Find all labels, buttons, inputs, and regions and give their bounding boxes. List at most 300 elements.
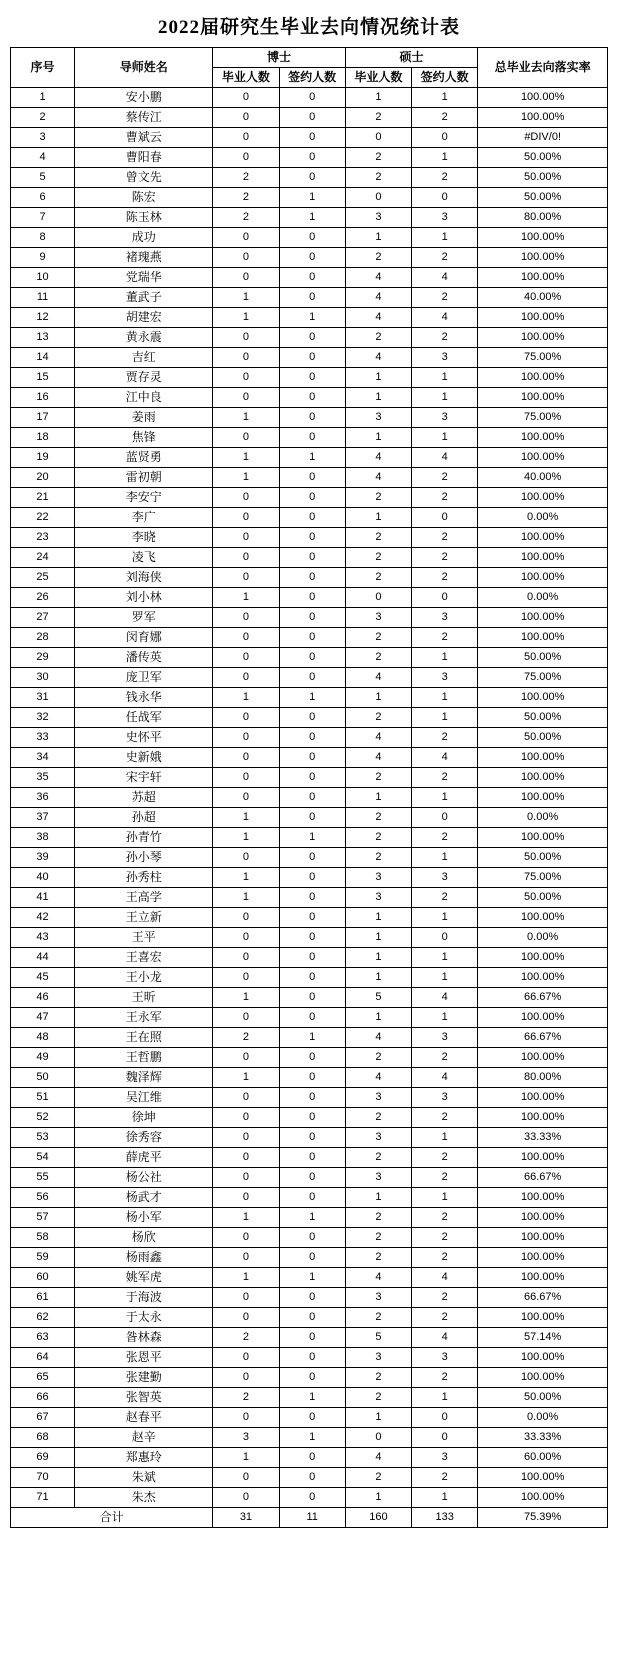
row-placement-rate: 66.67% [478, 988, 608, 1008]
row-advisor-name: 庞卫军 [75, 668, 213, 688]
row-seq: 35 [11, 768, 75, 788]
row-placement-rate: 100.00% [478, 1468, 608, 1488]
row-advisor-name: 李广 [75, 508, 213, 528]
row-master-grad-count: 0 [345, 128, 411, 148]
row-master-grad-count: 3 [345, 1288, 411, 1308]
row-placement-rate: 0.00% [478, 1408, 608, 1428]
row-seq: 26 [11, 588, 75, 608]
row-doctor-grad-count: 0 [213, 1468, 279, 1488]
table-row [11, 1248, 608, 1268]
row-seq: 11 [11, 288, 75, 308]
table-row [11, 908, 608, 928]
row-master-signed-count: 4 [412, 448, 478, 468]
row-doctor-signed-count: 1 [279, 1428, 345, 1448]
row-placement-rate: 100.00% [478, 368, 608, 388]
row-placement-rate: 100.00% [478, 328, 608, 348]
row-master-grad-count: 3 [345, 1168, 411, 1188]
row-master-signed-count: 2 [412, 548, 478, 568]
row-master-grad-count: 2 [345, 528, 411, 548]
row-placement-rate: 100.00% [478, 448, 608, 468]
table-row [11, 968, 608, 988]
row-placement-rate: 100.00% [478, 488, 608, 508]
table-row [11, 88, 608, 108]
row-doctor-grad-count: 0 [213, 248, 279, 268]
row-master-signed-count: 0 [412, 588, 478, 608]
row-master-signed-count: 2 [412, 1108, 478, 1128]
table-header [11, 48, 608, 88]
row-advisor-name: 史新娥 [75, 748, 213, 768]
header-doctor-group: 博士 [213, 48, 346, 68]
row-doctor-signed-count: 0 [279, 728, 345, 748]
row-doctor-grad-count: 0 [213, 548, 279, 568]
table-row [11, 808, 608, 828]
row-master-grad-count: 2 [345, 1368, 411, 1388]
row-master-signed-count: 2 [412, 568, 478, 588]
row-doctor-signed-count: 0 [279, 488, 345, 508]
row-doctor-signed-count: 0 [279, 1228, 345, 1248]
row-master-grad-count: 2 [345, 628, 411, 648]
row-seq: 22 [11, 508, 75, 528]
row-master-signed-count: 2 [412, 468, 478, 488]
row-doctor-grad-count: 0 [213, 848, 279, 868]
row-seq: 69 [11, 1448, 75, 1468]
row-doctor-grad-count: 0 [213, 1168, 279, 1188]
row-seq: 45 [11, 968, 75, 988]
table-row [11, 608, 608, 628]
row-placement-rate: 50.00% [478, 168, 608, 188]
row-doctor-grad-count: 1 [213, 1208, 279, 1228]
table-row [11, 248, 608, 268]
row-doctor-signed-count: 0 [279, 1288, 345, 1308]
row-placement-rate: 33.33% [478, 1128, 608, 1148]
table-row [11, 1208, 608, 1228]
header-row-groups [11, 48, 608, 68]
row-seq: 56 [11, 1188, 75, 1208]
row-master-signed-count: 3 [412, 668, 478, 688]
row-master-signed-count: 2 [412, 328, 478, 348]
row-master-grad-count: 2 [345, 848, 411, 868]
row-master-signed-count: 1 [412, 968, 478, 988]
row-master-signed-count: 2 [412, 1208, 478, 1228]
row-seq: 62 [11, 1308, 75, 1328]
row-master-signed-count: 3 [412, 608, 478, 628]
row-advisor-name: 杨欣 [75, 1228, 213, 1248]
row-master-grad-count: 1 [345, 968, 411, 988]
row-doctor-signed-count: 1 [279, 448, 345, 468]
row-seq: 1 [11, 88, 75, 108]
row-seq: 43 [11, 928, 75, 948]
row-master-signed-count: 3 [412, 868, 478, 888]
row-doctor-grad-count: 0 [213, 368, 279, 388]
row-doctor-grad-count: 0 [213, 1188, 279, 1208]
row-doctor-grad-count: 0 [213, 768, 279, 788]
row-master-grad-count: 2 [345, 1108, 411, 1128]
row-seq: 47 [11, 1008, 75, 1028]
row-advisor-name: 王平 [75, 928, 213, 948]
row-seq: 52 [11, 1108, 75, 1128]
row-placement-rate: 80.00% [478, 1068, 608, 1088]
row-seq: 63 [11, 1328, 75, 1348]
row-master-signed-count: 2 [412, 108, 478, 128]
row-placement-rate: 50.00% [478, 148, 608, 168]
row-master-grad-count: 1 [345, 508, 411, 528]
row-doctor-signed-count: 0 [279, 908, 345, 928]
table-row [11, 1428, 608, 1448]
row-doctor-grad-count: 0 [213, 708, 279, 728]
row-advisor-name: 陈宏 [75, 188, 213, 208]
row-doctor-grad-count: 0 [213, 948, 279, 968]
row-seq: 2 [11, 108, 75, 128]
row-doctor-grad-count: 0 [213, 1048, 279, 1068]
row-seq: 27 [11, 608, 75, 628]
header-advisor: 导师姓名 [75, 48, 213, 88]
header-master-grad-count: 毕业人数 [345, 68, 411, 88]
table-row [11, 408, 608, 428]
table-row [11, 1468, 608, 1488]
row-doctor-grad-count: 1 [213, 468, 279, 488]
table-row [11, 288, 608, 308]
table-row [11, 208, 608, 228]
table-row [11, 1268, 608, 1288]
row-doctor-grad-count: 0 [213, 1008, 279, 1028]
row-advisor-name: 李晓 [75, 528, 213, 548]
row-seq: 12 [11, 308, 75, 328]
table-row [11, 168, 608, 188]
row-master-signed-count: 2 [412, 768, 478, 788]
row-master-grad-count: 2 [345, 108, 411, 128]
row-advisor-name: 钱永华 [75, 688, 213, 708]
row-placement-rate: 50.00% [478, 188, 608, 208]
row-doctor-grad-count: 1 [213, 868, 279, 888]
row-master-grad-count: 2 [345, 1048, 411, 1068]
row-master-grad-count: 2 [345, 168, 411, 188]
row-advisor-name: 安小鹏 [75, 88, 213, 108]
row-advisor-name: 王高学 [75, 888, 213, 908]
row-doctor-signed-count: 1 [279, 688, 345, 708]
row-master-grad-count: 2 [345, 808, 411, 828]
row-master-signed-count: 3 [412, 1348, 478, 1368]
row-doctor-signed-count: 1 [279, 1028, 345, 1048]
row-advisor-name: 曹阳春 [75, 148, 213, 168]
row-doctor-grad-count: 1 [213, 308, 279, 328]
row-doctor-signed-count: 0 [279, 868, 345, 888]
row-doctor-signed-count: 0 [279, 1188, 345, 1208]
row-master-grad-count: 1 [345, 688, 411, 708]
row-placement-rate: 100.00% [478, 748, 608, 768]
table-row [11, 188, 608, 208]
row-placement-rate: 50.00% [478, 708, 608, 728]
row-advisor-name: 罗军 [75, 608, 213, 628]
row-advisor-name: 刘海侠 [75, 568, 213, 588]
row-doctor-grad-count: 0 [213, 1248, 279, 1268]
row-master-signed-count: 4 [412, 1268, 478, 1288]
table-row [11, 1328, 608, 1348]
row-doctor-signed-count: 0 [279, 1168, 345, 1188]
row-master-signed-count: 0 [412, 508, 478, 528]
row-seq: 3 [11, 128, 75, 148]
table-row [11, 148, 608, 168]
row-doctor-signed-count: 1 [279, 1388, 345, 1408]
row-advisor-name: 姜雨 [75, 408, 213, 428]
total-doctor-grad-count: 31 [213, 1508, 279, 1528]
row-advisor-name: 吴江维 [75, 1088, 213, 1108]
table-row [11, 768, 608, 788]
table-row [11, 1148, 608, 1168]
row-seq: 33 [11, 728, 75, 748]
table-row [11, 828, 608, 848]
row-placement-rate: 66.67% [478, 1288, 608, 1308]
row-advisor-name: 张智英 [75, 1388, 213, 1408]
row-placement-rate: 75.00% [478, 408, 608, 428]
row-advisor-name: 王在照 [75, 1028, 213, 1048]
row-advisor-name: 张恩平 [75, 1348, 213, 1368]
table-row [11, 1388, 608, 1408]
row-master-grad-count: 1 [345, 388, 411, 408]
row-doctor-signed-count: 0 [279, 928, 345, 948]
row-placement-rate: 100.00% [478, 908, 608, 928]
row-doctor-grad-count: 0 [213, 228, 279, 248]
row-master-grad-count: 1 [345, 1488, 411, 1508]
row-advisor-name: 于海波 [75, 1288, 213, 1308]
row-placement-rate: 100.00% [478, 1048, 608, 1068]
row-master-signed-count: 0 [412, 1428, 478, 1448]
row-advisor-name: 闵育娜 [75, 628, 213, 648]
row-advisor-name: 昝林森 [75, 1328, 213, 1348]
row-doctor-signed-count: 0 [279, 1008, 345, 1028]
header-doctor-grad-count: 毕业人数 [213, 68, 279, 88]
row-placement-rate: 100.00% [478, 388, 608, 408]
row-doctor-grad-count: 0 [213, 728, 279, 748]
row-placement-rate: 100.00% [478, 608, 608, 628]
row-advisor-name: 褚瑰燕 [75, 248, 213, 268]
row-seq: 15 [11, 368, 75, 388]
row-master-grad-count: 4 [345, 468, 411, 488]
row-master-signed-count: 4 [412, 1328, 478, 1348]
row-seq: 14 [11, 348, 75, 368]
row-doctor-signed-count: 0 [279, 548, 345, 568]
table-row [11, 1348, 608, 1368]
row-doctor-grad-count: 0 [213, 1288, 279, 1308]
header-doctor-signed-count: 签约人数 [279, 68, 345, 88]
row-advisor-name: 朱斌 [75, 1468, 213, 1488]
row-master-signed-count: 1 [412, 1128, 478, 1148]
row-seq: 9 [11, 248, 75, 268]
row-master-signed-count: 0 [412, 128, 478, 148]
row-placement-rate: 100.00% [478, 248, 608, 268]
row-master-grad-count: 3 [345, 888, 411, 908]
row-placement-rate: 50.00% [478, 1388, 608, 1408]
row-master-grad-count: 4 [345, 1028, 411, 1048]
row-placement-rate: 40.00% [478, 288, 608, 308]
row-doctor-grad-count: 2 [213, 1388, 279, 1408]
row-doctor-signed-count: 0 [279, 708, 345, 728]
row-doctor-signed-count: 0 [279, 368, 345, 388]
row-doctor-grad-count: 1 [213, 688, 279, 708]
row-master-signed-count: 2 [412, 1288, 478, 1308]
row-doctor-grad-count: 0 [213, 528, 279, 548]
table-row [11, 428, 608, 448]
row-doctor-grad-count: 0 [213, 1108, 279, 1128]
row-seq: 8 [11, 228, 75, 248]
row-seq: 59 [11, 1248, 75, 1268]
row-advisor-name: 王立新 [75, 908, 213, 928]
row-master-grad-count: 3 [345, 608, 411, 628]
row-doctor-grad-count: 0 [213, 748, 279, 768]
row-placement-rate: 75.00% [478, 348, 608, 368]
row-master-signed-count: 1 [412, 368, 478, 388]
total-master-signed-count: 133 [412, 1508, 478, 1528]
row-master-signed-count: 1 [412, 228, 478, 248]
row-master-signed-count: 2 [412, 888, 478, 908]
table-row [11, 328, 608, 348]
row-doctor-signed-count: 0 [279, 228, 345, 248]
row-doctor-grad-count: 1 [213, 888, 279, 908]
row-master-signed-count: 1 [412, 708, 478, 728]
row-doctor-signed-count: 0 [279, 1128, 345, 1148]
row-seq: 29 [11, 648, 75, 668]
row-advisor-name: 蔡传江 [75, 108, 213, 128]
row-master-signed-count: 1 [412, 1488, 478, 1508]
table-row [11, 988, 608, 1008]
row-master-grad-count: 4 [345, 448, 411, 468]
row-master-signed-count: 2 [412, 728, 478, 748]
table-row [11, 448, 608, 468]
row-doctor-grad-count: 1 [213, 988, 279, 1008]
row-placement-rate: 0.00% [478, 588, 608, 608]
row-master-signed-count: 1 [412, 388, 478, 408]
table-row [11, 1188, 608, 1208]
row-master-grad-count: 2 [345, 488, 411, 508]
row-placement-rate: 0.00% [478, 508, 608, 528]
table-row [11, 108, 608, 128]
row-doctor-signed-count: 1 [279, 208, 345, 228]
row-doctor-signed-count: 0 [279, 1408, 345, 1428]
row-master-grad-count: 2 [345, 1228, 411, 1248]
header-seq: 序号 [11, 48, 75, 88]
row-advisor-name: 潘传英 [75, 648, 213, 668]
row-doctor-grad-count: 0 [213, 968, 279, 988]
row-doctor-signed-count: 0 [279, 1068, 345, 1088]
row-doctor-signed-count: 0 [279, 388, 345, 408]
row-doctor-signed-count: 0 [279, 568, 345, 588]
row-doctor-grad-count: 0 [213, 148, 279, 168]
row-seq: 71 [11, 1488, 75, 1508]
row-master-grad-count: 2 [345, 768, 411, 788]
row-doctor-grad-count: 0 [213, 1088, 279, 1108]
row-seq: 68 [11, 1428, 75, 1448]
row-placement-rate: #DIV/0! [478, 128, 608, 148]
table-row [11, 228, 608, 248]
row-placement-rate: 100.00% [478, 1088, 608, 1108]
row-master-signed-count: 1 [412, 908, 478, 928]
row-doctor-signed-count: 0 [279, 1328, 345, 1348]
row-doctor-signed-count: 0 [279, 88, 345, 108]
row-doctor-grad-count: 0 [213, 908, 279, 928]
table-row [11, 568, 608, 588]
row-master-grad-count: 2 [345, 1308, 411, 1328]
row-advisor-name: 孙超 [75, 808, 213, 828]
row-master-signed-count: 0 [412, 808, 478, 828]
row-placement-rate: 100.00% [478, 688, 608, 708]
header-master-signed-count: 签约人数 [412, 68, 478, 88]
row-doctor-signed-count: 0 [279, 848, 345, 868]
row-master-signed-count: 1 [412, 648, 478, 668]
table-row [11, 128, 608, 148]
row-doctor-signed-count: 0 [279, 1448, 345, 1468]
table-row [11, 1448, 608, 1468]
row-master-grad-count: 3 [345, 868, 411, 888]
row-seq: 46 [11, 988, 75, 1008]
graduate-destination-table [10, 47, 608, 1528]
row-doctor-grad-count: 0 [213, 628, 279, 648]
row-doctor-signed-count: 0 [279, 508, 345, 528]
table-row [11, 1228, 608, 1248]
table-row [11, 388, 608, 408]
row-placement-rate: 50.00% [478, 728, 608, 748]
row-master-grad-count: 4 [345, 1448, 411, 1468]
row-placement-rate: 100.00% [478, 308, 608, 328]
row-seq: 6 [11, 188, 75, 208]
row-advisor-name: 王永军 [75, 1008, 213, 1028]
row-seq: 50 [11, 1068, 75, 1088]
table-row [11, 868, 608, 888]
row-master-signed-count: 2 [412, 528, 478, 548]
row-master-grad-count: 0 [345, 188, 411, 208]
row-advisor-name: 王哲鹏 [75, 1048, 213, 1068]
row-master-grad-count: 1 [345, 948, 411, 968]
table-row [11, 1088, 608, 1108]
row-placement-rate: 100.00% [478, 548, 608, 568]
row-seq: 64 [11, 1348, 75, 1368]
table-row [11, 948, 608, 968]
row-doctor-grad-count: 1 [213, 1068, 279, 1088]
row-placement-rate: 57.14% [478, 1328, 608, 1348]
row-doctor-signed-count: 0 [279, 1348, 345, 1368]
row-master-signed-count: 1 [412, 788, 478, 808]
row-doctor-grad-count: 2 [213, 1028, 279, 1048]
row-seq: 40 [11, 868, 75, 888]
row-master-signed-count: 2 [412, 1308, 478, 1328]
table-row [11, 1288, 608, 1308]
table-row [11, 1488, 608, 1508]
row-master-signed-count: 2 [412, 1048, 478, 1068]
row-seq: 39 [11, 848, 75, 868]
row-master-signed-count: 3 [412, 1028, 478, 1048]
row-doctor-grad-count: 1 [213, 808, 279, 828]
row-master-signed-count: 2 [412, 1468, 478, 1488]
table-row [11, 848, 608, 868]
row-advisor-name: 曾文先 [75, 168, 213, 188]
table-row [11, 588, 608, 608]
row-master-grad-count: 2 [345, 648, 411, 668]
row-seq: 32 [11, 708, 75, 728]
row-doctor-grad-count: 0 [213, 1408, 279, 1428]
row-doctor-signed-count: 0 [279, 1248, 345, 1268]
row-doctor-grad-count: 1 [213, 1448, 279, 1468]
row-master-signed-count: 1 [412, 1188, 478, 1208]
row-doctor-signed-count: 0 [279, 1148, 345, 1168]
row-seq: 48 [11, 1028, 75, 1048]
row-doctor-grad-count: 0 [213, 268, 279, 288]
total-placement-rate: 75.39% [478, 1508, 608, 1528]
table-row [11, 1068, 608, 1088]
row-placement-rate: 100.00% [478, 528, 608, 548]
row-master-signed-count: 3 [412, 208, 478, 228]
row-advisor-name: 苏超 [75, 788, 213, 808]
row-doctor-signed-count: 0 [279, 768, 345, 788]
row-placement-rate: 100.00% [478, 968, 608, 988]
row-placement-rate: 100.00% [478, 1268, 608, 1288]
